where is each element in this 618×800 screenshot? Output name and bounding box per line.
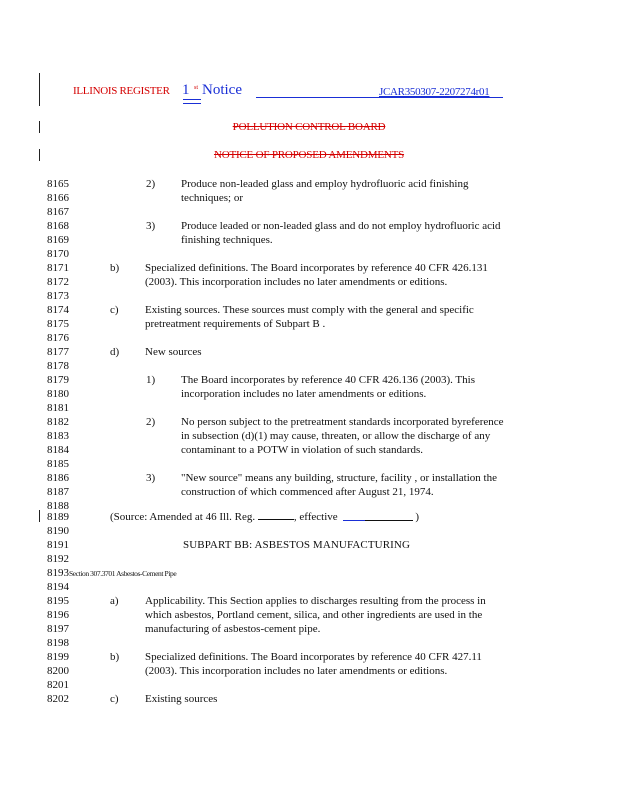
line-number: 8168 bbox=[47, 220, 69, 232]
item-text: pretreatment requirements of Subpart B . bbox=[145, 318, 326, 330]
line-number: 8177 bbox=[47, 346, 69, 358]
line-number: 8187 bbox=[47, 486, 69, 498]
line-number: 8201 bbox=[47, 679, 69, 691]
item-text: Existing sources. These sources must comply with the general and specific bbox=[145, 304, 474, 316]
subitem-text: Produce non-leaded glass and employ hydrofluoric acid finishing bbox=[181, 178, 469, 190]
item-text: Existing sources bbox=[145, 693, 218, 705]
source-note bbox=[110, 510, 419, 524]
line-number: 8202 bbox=[47, 693, 69, 705]
line-number: 8172 bbox=[47, 276, 69, 288]
source-text: , effective bbox=[293, 511, 341, 523]
subpart-title: SUBPART BB: ASBESTOS MANUFACTURING bbox=[183, 539, 410, 551]
line-number: 8191 bbox=[47, 539, 69, 551]
subitem-label: 2) bbox=[146, 178, 156, 190]
line-number: 8171 bbox=[47, 262, 69, 274]
jcar-code: JCAR350307-2207274r01 bbox=[379, 86, 490, 98]
line-number: 8196 bbox=[47, 609, 69, 621]
line-number: 8170 bbox=[47, 248, 69, 260]
subitem-text: techniques; or bbox=[181, 192, 244, 204]
subitem-text: The Board incorporates by reference 40 CFR 426.136 (2003). This bbox=[181, 374, 475, 386]
line-number: 8189 bbox=[47, 511, 69, 523]
item-label: a) bbox=[110, 595, 119, 607]
section-heading bbox=[47, 566, 176, 581]
item-text: (2003). This incorporation includes no later amendments or editions. bbox=[145, 276, 448, 288]
line-number: 8165 bbox=[47, 178, 69, 190]
line-number: 8174 bbox=[47, 304, 69, 316]
item-label: c) bbox=[110, 693, 119, 705]
line-number: 8197 bbox=[47, 623, 69, 635]
line-number: 8175 bbox=[47, 318, 69, 330]
subitem-text: finishing techniques. bbox=[181, 234, 273, 246]
blank-register-field bbox=[258, 510, 294, 520]
notice-heading: NOTICE OF PROPOSED AMENDMENTS bbox=[213, 149, 405, 161]
double-underline bbox=[183, 99, 201, 100]
line-number: 8185 bbox=[47, 458, 69, 470]
line-number: 8186 bbox=[47, 472, 69, 484]
line-number: 8193 bbox=[47, 567, 69, 579]
line-number: 8184 bbox=[47, 444, 69, 456]
line-number: 8182 bbox=[47, 416, 69, 428]
subitem-text: in subsection (d)(1) may cause, threaten, or allow the discharge of any bbox=[181, 430, 491, 442]
register-title: ILLINOIS REGISTER bbox=[73, 85, 170, 97]
item-text: Specialized definitions. The Board incorporates by reference 40 CFR 426.131 bbox=[145, 262, 488, 274]
subitem-label: 3) bbox=[146, 220, 156, 232]
line-number: 8166 bbox=[47, 192, 69, 204]
page-number: 1 bbox=[182, 82, 190, 98]
item-label: d) bbox=[110, 346, 120, 358]
page-number-suffix: st bbox=[194, 85, 199, 91]
blank-effective-field bbox=[340, 511, 415, 520]
line-number: 8169 bbox=[47, 234, 69, 246]
line-number: 8195 bbox=[47, 595, 69, 607]
subitem-text: No person subject to the pretreatment standards incorporated byreference bbox=[181, 416, 504, 428]
item-label: c) bbox=[110, 304, 119, 316]
line-number: 8183 bbox=[47, 430, 69, 442]
line-number: 8194 bbox=[47, 581, 69, 593]
subitem-text: Produce leaded or non-leaded glass and do not employ hydrofluoric acid bbox=[181, 220, 501, 232]
line-number: 8188 bbox=[47, 500, 69, 512]
item-text: which asbestos, Portland cement, silica, and other ingredients are used in the bbox=[145, 609, 483, 621]
line-number: 8180 bbox=[47, 388, 69, 400]
line-number: 8199 bbox=[47, 651, 69, 663]
item-text: Specialized definitions. The Board incorporates by reference 40 CFR 427.11 bbox=[145, 651, 482, 663]
agency-heading: POLLUTION CONTROL BOARD bbox=[232, 121, 386, 133]
line-number: 8198 bbox=[47, 637, 69, 649]
source-text: (Source: Amended at 46 Ill. Reg. bbox=[110, 511, 258, 523]
subitem-label: 3) bbox=[146, 472, 156, 484]
notice-label: Notice bbox=[202, 82, 242, 98]
change-bar bbox=[39, 510, 40, 522]
subitem-text: construction of which commenced after August 21, 1974. bbox=[181, 486, 434, 498]
item-text: New sources bbox=[145, 346, 202, 358]
line-number: 8179 bbox=[47, 374, 69, 386]
line-number: 8167 bbox=[47, 206, 69, 218]
item-text: manufacturing of asbestos-cement pipe. bbox=[145, 623, 321, 635]
source-text: ) bbox=[415, 511, 420, 523]
subitem-text: incorporation includes no later amendments or editions. bbox=[181, 388, 427, 400]
line-number: 8200 bbox=[47, 665, 69, 677]
item-text: (2003). This incorporation includes no later amendments or editions. bbox=[145, 665, 448, 677]
item-label: b) bbox=[110, 262, 120, 274]
subitem-text: contaminant to a POTW in violation of such standards. bbox=[181, 444, 424, 456]
subitem-label: 2) bbox=[146, 416, 156, 428]
line-number: 8173 bbox=[47, 290, 69, 302]
line-number: 8178 bbox=[47, 360, 69, 372]
line-number: 8192 bbox=[47, 553, 69, 565]
line-number: 8190 bbox=[47, 525, 69, 537]
section-title: Section 307.3701 Asbestos-Cement Pipe bbox=[69, 569, 177, 578]
subitem-text: "New source" means any building, structure, facility , or installation the bbox=[181, 472, 497, 484]
change-bar bbox=[39, 73, 40, 106]
double-underline bbox=[183, 103, 201, 104]
item-label: b) bbox=[110, 651, 120, 663]
line-number: 8181 bbox=[47, 402, 69, 414]
line-number: 8176 bbox=[47, 332, 69, 344]
subitem-label: 1) bbox=[146, 374, 156, 386]
item-text: Applicability. This Section applies to discharges resulting from the process in bbox=[145, 595, 486, 607]
